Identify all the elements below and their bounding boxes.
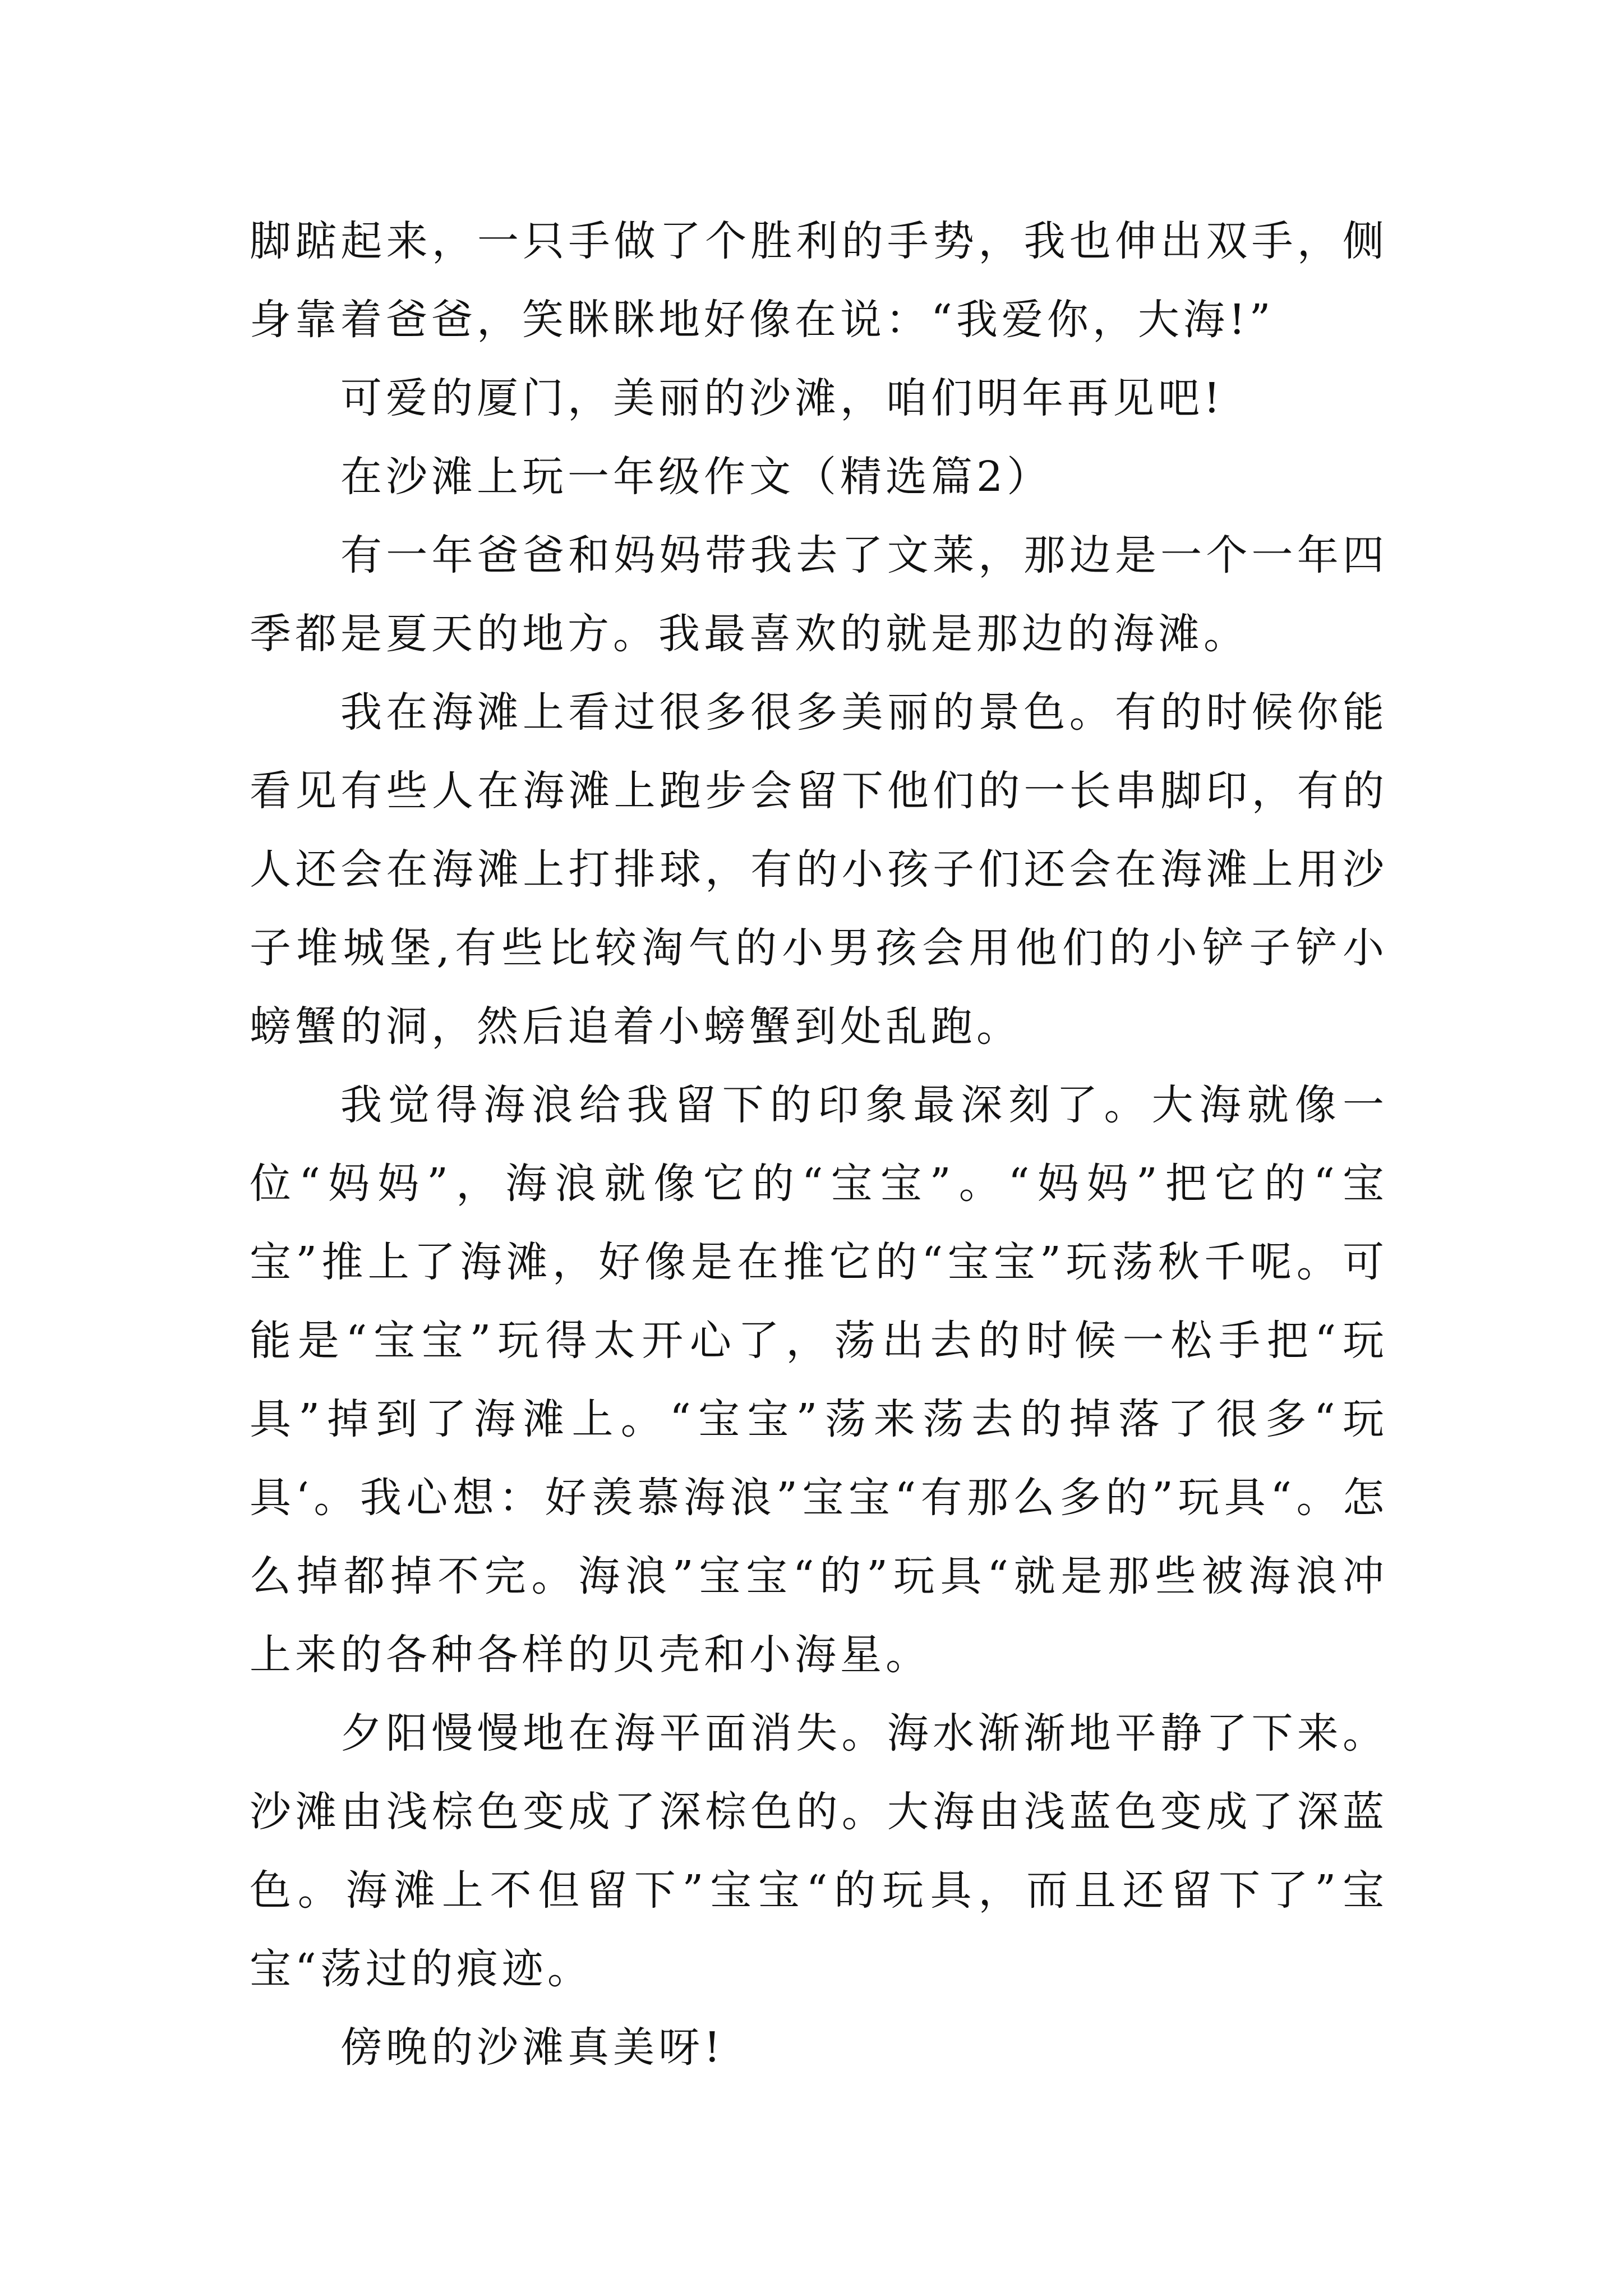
paragraph-2: 可爱的厦门，美丽的沙滩，咱们明年再见吧!: [340, 374, 1224, 422]
paragraph-7: 傍晚的沙滩真美呀!: [340, 2023, 725, 2072]
section-heading: 在沙滩上玩一年级作文（精选篇2）: [340, 453, 1053, 501]
paragraph-6: 夕阳慢慢地在海平面消失。海水渐渐地平静了下来。沙滩由浅棕色变成了深棕色的。大海由浅蓝色变成了深蓝色。海滩上不但留下”宝宝“的玩具，而且还留下了”宝宝“荡过的痕迹。: [250, 1709, 1388, 1993]
paragraph-5: 我觉得海浪给我留下的印象最深刻了。大海就像一位“妈妈”，海浪就像它的“宝宝”。“妈妈”把它的“宝宝”推上了海滩，好像是在推它的“宝宝”玩荡秋千呢。可能是“宝宝”玩得太开心了，荡出去的时候一松手把“玩具”掉到了海滩上。“宝宝”荡来荡去的掉落了很多“玩具‘。我心想：好羡慕海浪”宝宝“有那么多的”玩具“。怎么掉都掉不完。海浪”宝宝“的”玩具“就是那些被海浪冲上来的各种各样的贝壳和小海星。: [250, 1081, 1388, 1679]
paragraph-3: 有一年爸爸和妈妈带我去了文莱，那边是一个一年四季都是夏天的地方。我最喜欢的就是那边的海滩。: [250, 531, 1388, 658]
paragraph-1: 脚踮起来，一只手做了个胜利的手势，我也伸出双手，侧身靠着爸爸，笑眯眯地好像在说：“我爱你，大海!”: [250, 217, 1388, 344]
paragraph-4: 我在海滩上看过很多很多美丽的景色。有的时候你能看见有些人在海滩上跑步会留下他们的一长串脚印，有的人还会在海滩上打排球，有的小孩子们还会在海滩上用沙子堆城堡,有些比较淘气的小男孩会用他们的小铲子铲小螃蟹的洞，然后追着小螃蟹到处乱跑。: [250, 688, 1388, 1051]
document-body: [250, 202, 1388, 2087]
